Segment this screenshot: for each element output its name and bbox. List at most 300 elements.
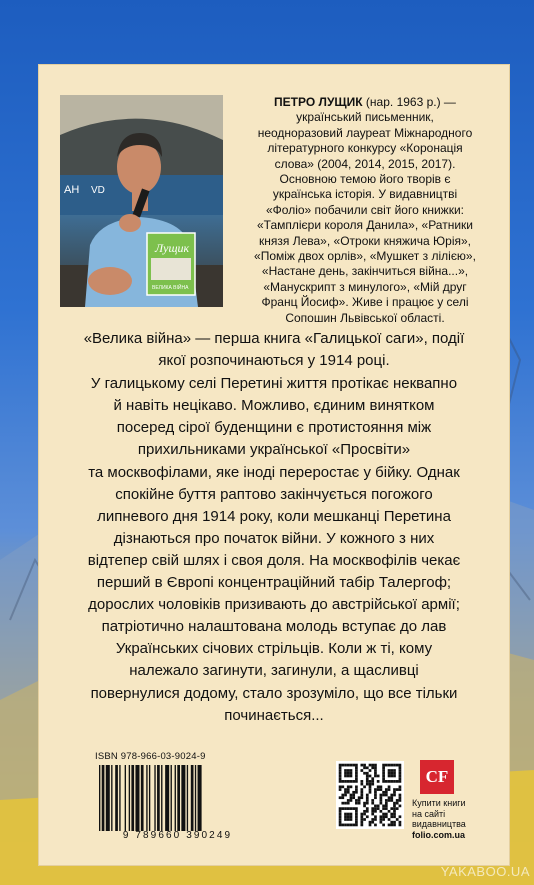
qr-cell	[344, 807, 347, 810]
barcode-bar	[187, 765, 188, 831]
qr-cell	[360, 764, 363, 767]
qr-cell	[350, 815, 353, 818]
bio-line: «Фоліо» побачили світ його книжки:	[266, 202, 464, 217]
barcode-bar	[161, 765, 162, 831]
description-line: спокійне буття раптово закінчується погожого	[115, 485, 433, 503]
bio-line: «Настане день, закінчиться війна...»,	[261, 264, 469, 279]
qr-cell	[363, 772, 366, 775]
qr-cell	[344, 815, 347, 818]
qr-cell	[366, 794, 369, 797]
qr-cell	[360, 818, 363, 821]
qr-cell	[382, 824, 385, 827]
qr-cell	[350, 824, 353, 827]
qr-cell	[399, 785, 402, 788]
qr-cell	[385, 788, 388, 791]
qr-cell	[369, 824, 372, 827]
qr-cell	[374, 805, 377, 808]
barcode-bar	[102, 765, 105, 831]
qr-cell	[393, 769, 396, 772]
description-line: липневого дня 1914 року, коли мешканці Перетина	[97, 507, 451, 525]
barcode-bar	[99, 765, 100, 831]
qr-cell	[339, 780, 342, 783]
publisher-logo: CF	[420, 760, 454, 794]
qr-cell	[344, 818, 347, 821]
qr-cell	[371, 777, 374, 780]
qr-cell	[380, 821, 383, 824]
qr-cell	[388, 780, 391, 783]
barcode-bar	[165, 765, 169, 831]
qr-cell	[385, 815, 388, 818]
qr-cell	[393, 772, 396, 775]
qr-cell	[347, 813, 350, 816]
qr-cell	[339, 810, 342, 813]
qr-cell	[355, 766, 358, 769]
qr-cell	[380, 799, 383, 802]
qr-cell	[339, 788, 342, 791]
sign-text-right: VD	[91, 185, 105, 196]
qr-cell	[363, 810, 366, 813]
qr-cell	[388, 775, 391, 778]
qr-cell	[341, 780, 344, 783]
description-line: належало загинути, загинули, а щасливці	[129, 662, 419, 680]
barcode-bar	[157, 765, 160, 831]
qr-cell	[371, 802, 374, 805]
qr-cell	[374, 791, 377, 794]
qr-cell	[360, 794, 363, 797]
qr-cell	[347, 818, 350, 821]
qr-cell	[339, 777, 342, 780]
qr-cell	[366, 780, 369, 783]
qr-cell	[393, 810, 396, 813]
barcode-bar	[198, 765, 202, 831]
qr-cell	[380, 796, 383, 799]
qr-cell	[360, 821, 363, 824]
qr-cell	[374, 824, 377, 827]
qr-cell	[347, 764, 350, 767]
qr-cell	[352, 764, 355, 767]
barcode-bar	[135, 765, 139, 831]
qr-cell	[344, 780, 347, 783]
qr-cell	[377, 807, 380, 810]
qr-cell	[352, 780, 355, 783]
qr-cell	[350, 764, 353, 767]
qr-cell	[369, 775, 372, 778]
qr-cell	[399, 821, 402, 824]
bio-line: українська історія. У видавництві	[272, 187, 458, 202]
qr-cell	[382, 772, 385, 775]
qr-cell	[366, 802, 369, 805]
barcode-bar	[191, 765, 194, 831]
qr-cell	[366, 783, 369, 786]
bio-line: слова» (2004, 2014, 2015, 2017).	[274, 156, 456, 171]
qr-cell	[385, 791, 388, 794]
qr-cell	[393, 821, 396, 824]
qr-cell	[388, 764, 391, 767]
qr-cell	[390, 780, 393, 783]
qr-cell	[399, 796, 402, 799]
qr-cell	[360, 780, 363, 783]
qr-cell	[355, 775, 358, 778]
qr-cell	[382, 815, 385, 818]
bio-line: неодноразовий лауреат Міжнародного	[257, 125, 473, 140]
qr-cell	[341, 785, 344, 788]
barcode-bar	[111, 765, 112, 831]
description-line: посеред сірої буденщини є протистояння між	[116, 419, 432, 437]
publisher-site-link[interactable]: folio.com.ua	[412, 829, 466, 840]
buy-line: Купити книги	[412, 798, 466, 808]
qr-cell	[382, 813, 385, 816]
qr-cell	[390, 815, 393, 818]
bio-line: князя Лева», «Отроки княжича Юрія»,	[259, 233, 471, 248]
qr-cell	[339, 772, 342, 775]
qr-cell	[390, 813, 393, 816]
qr-cell	[371, 766, 374, 769]
qr-cell	[382, 777, 385, 780]
book-description	[47, 328, 501, 728]
qr-cell	[350, 813, 353, 816]
qr-cell	[350, 794, 353, 797]
qr-cell	[399, 799, 402, 802]
bio-line: (нар. 1963 р.) —	[362, 95, 456, 109]
qr-cell	[390, 769, 393, 772]
book-cover-subtitle: ВЕЛИКА ВІЙНА	[152, 285, 189, 291]
qr-cell	[344, 813, 347, 816]
qr-cell	[399, 769, 402, 772]
qr-cell	[377, 780, 380, 783]
qr-cell	[350, 772, 353, 775]
author-bio	[231, 95, 499, 326]
qr-cell	[355, 815, 358, 818]
description-paragraph	[47, 328, 501, 372]
qr-cell	[396, 764, 399, 767]
barcode-bar	[106, 765, 110, 831]
qr-cell	[347, 799, 350, 802]
qr-cell	[390, 794, 393, 797]
qr-cell	[363, 805, 366, 808]
qr-cell	[396, 780, 399, 783]
description-paragraph	[47, 373, 501, 727]
qr-cell	[396, 818, 399, 821]
barcode-bar	[125, 765, 126, 831]
qr-cell	[363, 813, 366, 816]
qr-cell	[388, 788, 391, 791]
qr-cell	[360, 813, 363, 816]
qr-cell	[366, 775, 369, 778]
qr-cell	[363, 785, 366, 788]
qr-cell	[355, 769, 358, 772]
qr-cell	[374, 769, 377, 772]
qr-cell	[380, 785, 383, 788]
qr-cell	[371, 764, 374, 767]
qr-cell	[355, 810, 358, 813]
qr-cell	[355, 764, 358, 767]
qr-cell	[393, 794, 396, 797]
qr-cell	[380, 794, 383, 797]
qr-cell	[366, 772, 369, 775]
qr-cell	[396, 799, 399, 802]
qr-cell	[360, 796, 363, 799]
barcode-bar	[131, 765, 134, 831]
qr-cell	[393, 805, 396, 808]
bio-line: Основною темою його творів є	[279, 172, 451, 187]
qr-cell	[355, 818, 358, 821]
qr-cell	[382, 780, 385, 783]
qr-cell	[385, 764, 388, 767]
description-line: дорослих чоловіків призивають до австрійської армії;	[88, 596, 460, 614]
qr-cell	[366, 766, 369, 769]
qr-cell	[363, 766, 366, 769]
buy-line: на сайті	[412, 808, 446, 819]
qr-cell	[371, 780, 374, 783]
qr-cell	[360, 824, 363, 827]
qr-cell	[390, 799, 393, 802]
qr-cell	[347, 769, 350, 772]
qr-cell	[388, 796, 391, 799]
buy-line: видавництва	[412, 819, 466, 829]
qr-cell	[355, 807, 358, 810]
description-line: «Велика війна» — перша книга «Галицької саги», події	[83, 330, 465, 347]
qr-cell	[347, 772, 350, 775]
qr-cell	[374, 772, 377, 775]
qr-cell	[382, 794, 385, 797]
description-line: прихильниками української «Просвіти»	[137, 441, 411, 459]
qr-cell	[388, 824, 391, 827]
bio-line: «Тамплієри короля Данила», «Ратники	[257, 218, 473, 233]
qr-cell	[344, 824, 347, 827]
qr-cell	[360, 815, 363, 818]
back-cover-panel	[38, 64, 510, 866]
qr-cell	[390, 796, 393, 799]
qr-cell	[396, 788, 399, 791]
qr-cell	[350, 775, 353, 778]
qr-cell	[341, 794, 344, 797]
qr-cell	[347, 780, 350, 783]
qr-cell	[399, 777, 402, 780]
qr-cell	[380, 802, 383, 805]
barcode-bar	[141, 765, 144, 831]
qr-cell	[382, 769, 385, 772]
qr-cell	[369, 769, 372, 772]
qr-cell	[393, 813, 396, 816]
qr-cell	[341, 807, 344, 810]
qr-cell	[390, 775, 393, 778]
qr-cell	[385, 805, 388, 808]
qr-cell	[341, 802, 344, 805]
qr-cell	[396, 807, 399, 810]
qr-cell	[352, 791, 355, 794]
qr-cell	[393, 780, 396, 783]
barcode-bar	[171, 765, 172, 831]
qr-cell	[385, 813, 388, 816]
qr-cell	[366, 815, 369, 818]
qr-cell	[355, 821, 358, 824]
qr-cell	[377, 775, 380, 778]
qr-cell	[363, 818, 366, 821]
qr-code[interactable]	[336, 761, 404, 829]
qr-cell	[374, 818, 377, 821]
qr-cell	[371, 821, 374, 824]
qr-cell	[355, 802, 358, 805]
qr-cell	[382, 775, 385, 778]
qr-cell	[382, 764, 385, 767]
qr-cell	[399, 780, 402, 783]
barcode-bar	[115, 765, 118, 831]
qr-cell	[385, 799, 388, 802]
qr-cell	[347, 815, 350, 818]
description-line: починається...	[224, 706, 324, 724]
qr-cell	[388, 810, 391, 813]
qr-cell	[393, 807, 396, 810]
qr-cell	[374, 810, 377, 813]
barcode-bar	[195, 765, 196, 831]
qr-cell	[393, 788, 396, 791]
qr-cell	[371, 799, 374, 802]
qr-cell	[399, 766, 402, 769]
qr-cell	[388, 772, 391, 775]
qr-cell	[344, 764, 347, 767]
qr-cell	[344, 788, 347, 791]
qr-cell	[339, 766, 342, 769]
description-line: перший в Європі концентраційний табір Талергоф;	[96, 574, 452, 592]
qr-cell	[347, 785, 350, 788]
qr-cell	[355, 772, 358, 775]
qr-cell	[344, 802, 347, 805]
qr-cell	[374, 775, 377, 778]
qr-cell	[350, 780, 353, 783]
bio-line: «Манускрипт з минулого», «Мій друг	[263, 279, 467, 294]
qr-cell	[369, 785, 372, 788]
bio-line: український письменник,	[296, 110, 434, 125]
qr-cell	[377, 805, 380, 808]
qr-cell	[347, 807, 350, 810]
qr-cell	[382, 791, 385, 794]
qr-cell	[347, 788, 350, 791]
qr-cell	[390, 824, 393, 827]
qr-cell	[366, 810, 369, 813]
qr-cell	[344, 769, 347, 772]
qr-cell	[399, 775, 402, 778]
qr-cell	[363, 764, 366, 767]
qr-cell	[339, 764, 342, 767]
qr-cell	[341, 824, 344, 827]
qr-cell	[360, 783, 363, 786]
qr-cell	[339, 769, 342, 772]
qr-cell	[358, 799, 361, 802]
qr-cell	[355, 780, 358, 783]
qr-cell	[385, 802, 388, 805]
qr-cell	[396, 802, 399, 805]
qr-cell	[350, 807, 353, 810]
qr-cell	[388, 769, 391, 772]
qr-cell	[388, 818, 391, 821]
qr-cell	[350, 785, 353, 788]
qr-cell	[355, 799, 358, 802]
barcode-bar	[154, 765, 155, 831]
qr-cell	[399, 764, 402, 767]
qr-cell	[393, 775, 396, 778]
qr-cell	[366, 796, 369, 799]
qr-cell	[369, 821, 372, 824]
qr-cell	[371, 818, 374, 821]
barcode-bar	[149, 765, 150, 831]
qr-cell	[399, 824, 402, 827]
description-line: повернулися додому, стало зрозуміло, що все тільки	[90, 684, 458, 702]
barcode-bar	[175, 765, 176, 831]
qr-cell	[358, 802, 361, 805]
qr-cell	[380, 788, 383, 791]
qr-cell	[393, 791, 396, 794]
qr-cell	[382, 807, 385, 810]
qr-cell	[382, 818, 385, 821]
qr-cell	[371, 807, 374, 810]
qr-cell	[355, 785, 358, 788]
qr-cell	[399, 788, 402, 791]
qr-cell	[366, 777, 369, 780]
barcode-bar	[181, 765, 185, 831]
qr-cell	[382, 805, 385, 808]
qr-cell	[358, 796, 361, 799]
qr-cell	[347, 791, 350, 794]
qr-cell	[390, 772, 393, 775]
qr-cell	[374, 796, 377, 799]
qr-cell	[347, 824, 350, 827]
qr-cell	[344, 791, 347, 794]
qr-cell	[390, 764, 393, 767]
qr-cell	[341, 764, 344, 767]
barcode-bar	[146, 765, 147, 831]
description-line: патріотично налаштована молодь вступає до лав	[101, 618, 447, 636]
qr-cell	[377, 785, 380, 788]
qr-cell	[369, 783, 372, 786]
description-line: якої розпочинаються у 1914 році.	[158, 352, 390, 370]
qr-cell	[352, 794, 355, 797]
qr-cell	[380, 818, 383, 821]
description-line: Українських січових стрільців. Коли ж ті, кому	[115, 640, 433, 658]
bio-line: «Поміж двох орлів», «Мушкет з лілією»,	[254, 249, 476, 264]
qr-cell	[341, 796, 344, 799]
isbn-text: ISBN 978-966-03-9024-9	[95, 751, 206, 762]
qr-cell	[399, 794, 402, 797]
barcode-bar	[119, 765, 120, 831]
sign-text-left: АН	[64, 184, 80, 196]
qr-cell	[339, 818, 342, 821]
barcode-bar	[177, 765, 180, 831]
qr-cell	[366, 799, 369, 802]
qr-cell	[399, 805, 402, 808]
author-photo-drawing	[60, 95, 223, 307]
qr-cell	[339, 824, 342, 827]
qr-cell	[374, 794, 377, 797]
qr-cell	[344, 772, 347, 775]
qr-cell	[360, 788, 363, 791]
qr-cell	[369, 764, 372, 767]
qr-cell	[390, 807, 393, 810]
qr-cell	[366, 807, 369, 810]
qr-cell	[350, 769, 353, 772]
qr-cell	[377, 788, 380, 791]
bio-line: Сопошин Львівської області.	[285, 310, 445, 325]
qr-cell	[374, 766, 377, 769]
qr-cell	[380, 815, 383, 818]
qr-cell	[363, 802, 366, 805]
qr-cell	[347, 802, 350, 805]
watermark: YAKABOO.UA	[440, 864, 530, 879]
qr-cell	[393, 815, 396, 818]
qr-cell	[355, 824, 358, 827]
qr-cell	[371, 813, 374, 816]
barcode-number: 9 789660 390249	[122, 830, 233, 841]
description-line: У галицькому селі Перетині життя протікає неквапно	[90, 375, 458, 393]
